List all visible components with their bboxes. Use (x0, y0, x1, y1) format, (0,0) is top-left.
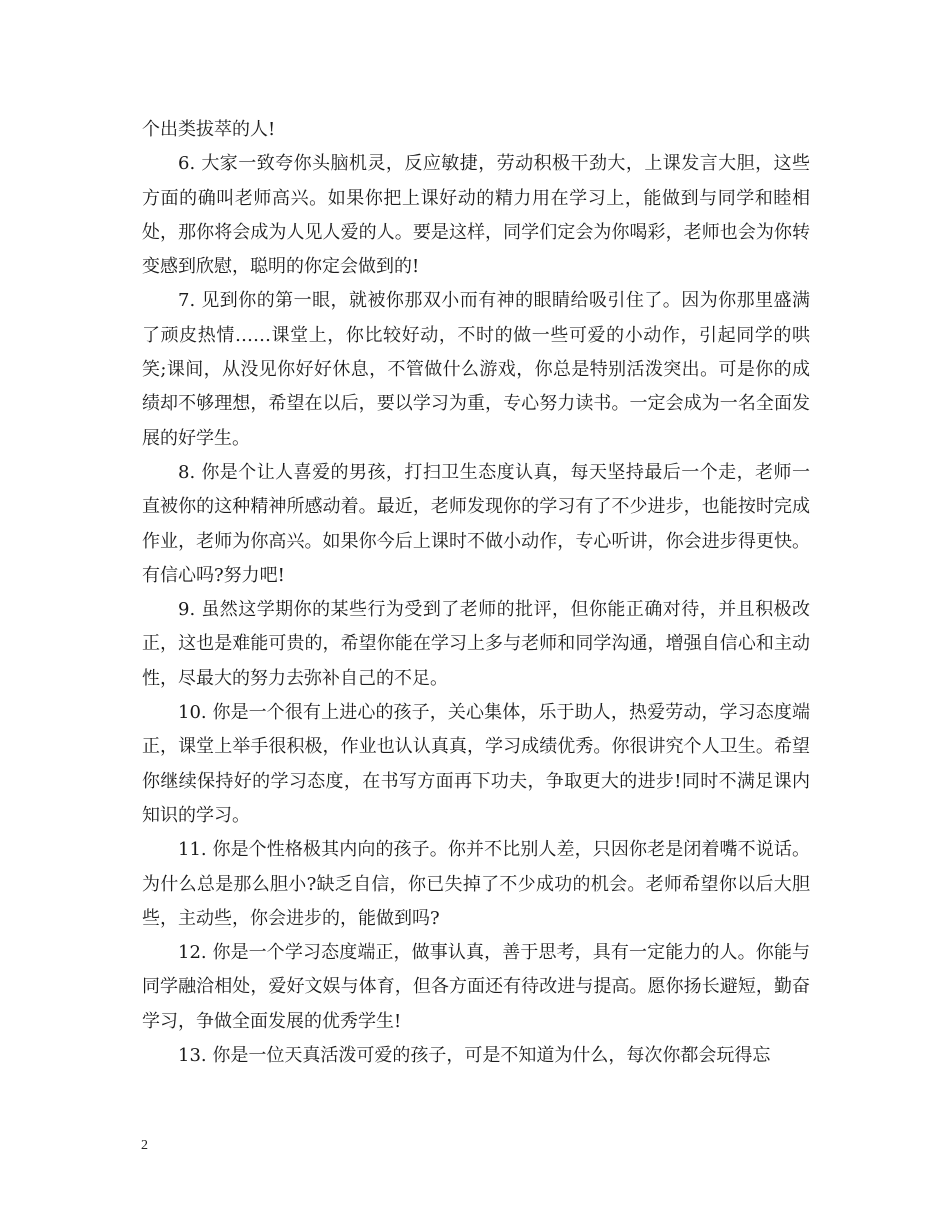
paragraph-item-11: 11. 你是个性格极其内向的孩子。你并不比别人差，只因你老是闭着嘴不说话。为什么总是那么胆小?缺乏自信，你已失掉了不少成功的机会。老师希望你以后大胆些，主动些，你会进步的，能做到吗? (142, 839, 810, 929)
paragraph-item-7: 7. 见到你的第一眼，就被你那双小而有神的眼睛给吸引住了。因为你那里盛满了顽皮热情……课堂上，你比较好动，不时的做一些可爱的小动作，引起同学的哄笑;课间，从没见你好好休息，不管做什么游戏，你总是特别活泼突出。可是你的成绩却不够理想，希望在以后，要以学习为重，专心努力读书。一定会成为一名全面发展的好学生。 (142, 290, 810, 449)
paragraph-item-13: 13. 你是一位天真活泼可爱的孩子，可是不知道为什么，每次你都会玩得忘 (178, 1045, 771, 1067)
document-body (142, 113, 810, 1073)
paragraph-item-12: 12. 你是一个学习态度端正，做事认真，善于思考，具有一定能力的人。你能与同学融洽相处，爱好文娱与体育，但各方面还有待改进与提高。愿你扬长避短，勤奋学习，争做全面发展的优秀学生! (142, 942, 810, 1032)
paragraph-item-10: 10. 你是一个很有上进心的孩子，关心集体，乐于助人，热爱劳动，学习态度端正，课堂上举手很积极，作业也认认真真，学习成绩优秀。你很讲究个人卫生。希望你继续保持好的学习态度，在书写方面再下功夫，争取更大的进步!同时不满足课内知识的学习。 (142, 702, 810, 826)
paragraph-item-6: 6. 大家一致夸你头脑机灵，反应敏捷，劳动积极干劲大，上课发言大胆，这些方面的确叫老师高兴。如果你把上课好动的精力用在学习上，能做到与同学和睦相处，那你将会成为人见人爱的人。要是这样，同学们定会为你喝彩，老师也会为你转变感到欣慰，聪明的你定会做到的! (142, 153, 810, 278)
paragraph-item-9: 9. 虽然这学期你的某些行为受到了老师的批评，但你能正确对待，并且积极改正，这也是难能可贵的，希望你能在学习上多与老师和同学沟通，增强自信心和主动性，尽最大的努力去弥补自己的不足。 (142, 599, 810, 689)
paragraph-item-8: 8. 你是个让人喜爱的男孩，打扫卫生态度认真，每天坚持最后一个走，老师一直被你的这种精神所感动着。最近，老师发现你的学习有了不少进步，也能按时完成作业，老师为你高兴。如果你今后上课时不做小动作，专心听讲，你会进步得更快。有信心吗?努力吧! (142, 461, 810, 586)
paragraph-continuation: 个出类拔萃的人! (142, 119, 276, 140)
page-number: 2 (141, 1138, 148, 1153)
